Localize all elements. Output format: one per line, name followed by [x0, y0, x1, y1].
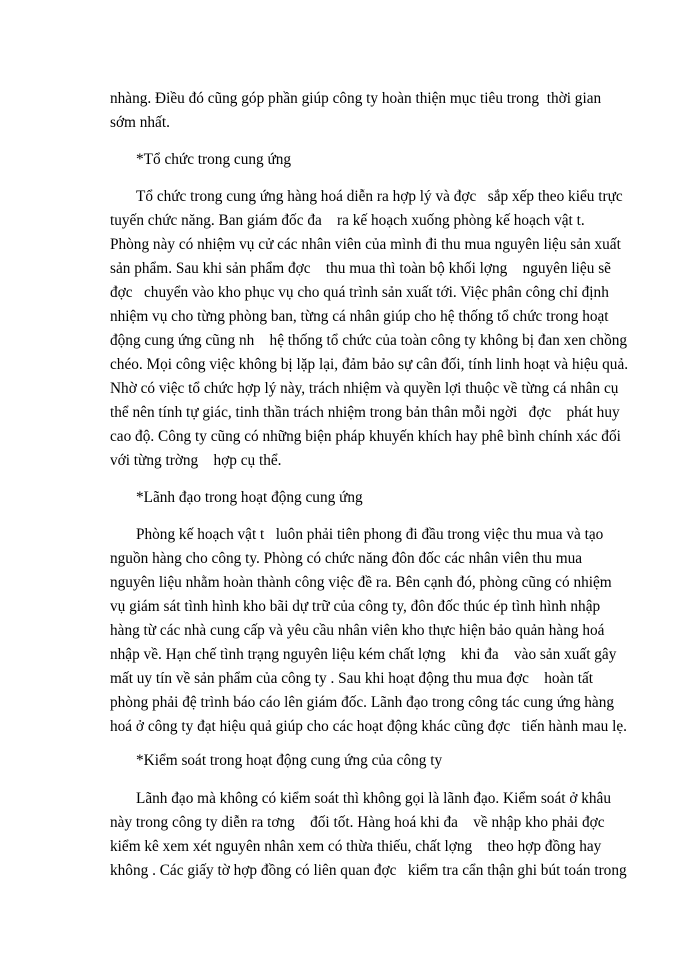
text-line: chéo. Mọi công việc không bị lặp lại, đảm bảo sự cân đối, tính linh hoạt và hiệu quả. — [110, 356, 629, 373]
text-line: này trong công ty diễn ra tơng đối tốt. Hàng hoá khi đa về nhập kho phải đợc — [110, 814, 605, 831]
text-line: nguồn hàng cho công ty. Phòng có chức năng đôn đốc các nhân viên thu mua — [110, 550, 583, 567]
text-line: hàng từ các nhà cung cấp và yêu cầu nhân viên kho thực hiện bảo quản hàng hoá — [110, 622, 605, 639]
text-line: đợc chuyển vào kho phục vụ cho quá trình sản xuất tới. Việc phân công chỉ định — [110, 284, 609, 301]
text-line: Phòng này có nhiệm vụ cử các nhân viên của mình đi thu mua nguyên liệu sản xuất — [110, 236, 621, 253]
text-line: tuyến chức năng. Ban giám đốc đa ra kế hoạch xuống phòng kế hoạch vật t. — [110, 212, 585, 229]
text-line: Lãnh đạo mà không có kiểm soát thì không gọi là lãnh đạo. Kiểm soát ở khâu — [136, 790, 611, 807]
text-line: Phòng kế hoạch vật t luôn phải tiên phong đi đầu trong việc thu mua và tạo — [136, 526, 604, 543]
text-line: vụ giám sát tình hình kho bãi dự trữ của công ty, đôn đốc thúc ép tình hình nhập — [110, 598, 601, 615]
text-line: cao độ. Công ty cũng có những biện pháp khuyến khích hay phê bình chính xác đối — [110, 428, 621, 445]
text-line: thể nên tính tự giác, tinh thần trách nhiệm trong bản thân mỗi ngời đợc phát huy — [110, 404, 620, 421]
text-line: nhàng. Điều đó cũng góp phần giúp công ty hoàn thiện mục tiêu trong thời gian — [110, 90, 602, 107]
text-line: nhập về. Hạn chế tình trạng nguyên liệu kém chất lợng khi đa vào sản xuất gây — [110, 646, 617, 663]
text-line: sớm nhất. — [110, 114, 170, 131]
section-heading-control: *Kiểm soát trong hoạt động cung ứng của công ty — [136, 752, 443, 769]
text-line: mất uy tín về sản phẩm của công ty . Sau khi hoạt động thu mua đợc hoàn tất — [110, 670, 594, 687]
text-line: hoá ở công ty đạt hiệu quả giúp cho các hoạt động khác cũng đợc tiến hành mau lẹ. — [110, 718, 627, 735]
text-line: không . Các giấy tờ hợp đồng có liên quan đợc kiểm tra cẩn thận ghi bút toán trong — [110, 862, 627, 879]
text-line: Tổ chức trong cung ứng hàng hoá diễn ra hợp lý và đợc sắp xếp theo kiểu trực — [136, 188, 623, 205]
text-line: phòng phải đệ trình báo cáo lên giám đốc. Lãnh đạo trong công tác cung ứng hàng — [110, 694, 615, 711]
section-heading-organization: *Tổ chức trong cung ứng — [136, 151, 292, 168]
text-line: động cung ứng cũng nh hệ thống tổ chức của toàn công ty không bị đan xen chồng — [110, 332, 628, 349]
text-line: kiểm kê xem xét nguyên nhân xem có thừa thiếu, chất lợng theo hợp đồng hay — [110, 838, 602, 855]
text-line: với từng trờng hợp cụ thể. — [110, 452, 282, 469]
section-heading-leadership: *Lãnh đạo trong hoạt động cung ứng — [136, 489, 363, 506]
text-line: sản phẩm. Sau khi sản phẩm đợc thu mua thì toàn bộ khối lợng nguyên liệu sẽ — [110, 260, 611, 277]
text-line: nguyên liệu nhằm hoàn thành công việc đề ra. Bên cạnh đó, phòng cũng có nhiệm — [110, 574, 612, 591]
text-line: nhiệm vụ cho từng phòng ban, từng cá nhân giúp cho hệ thống tổ chức trong hoạt — [110, 308, 609, 325]
text-line: Nhờ có việc tổ chức hợp lý này, trách nhiệm và quyền lợi thuộc về từng cá nhân cụ — [110, 380, 619, 397]
